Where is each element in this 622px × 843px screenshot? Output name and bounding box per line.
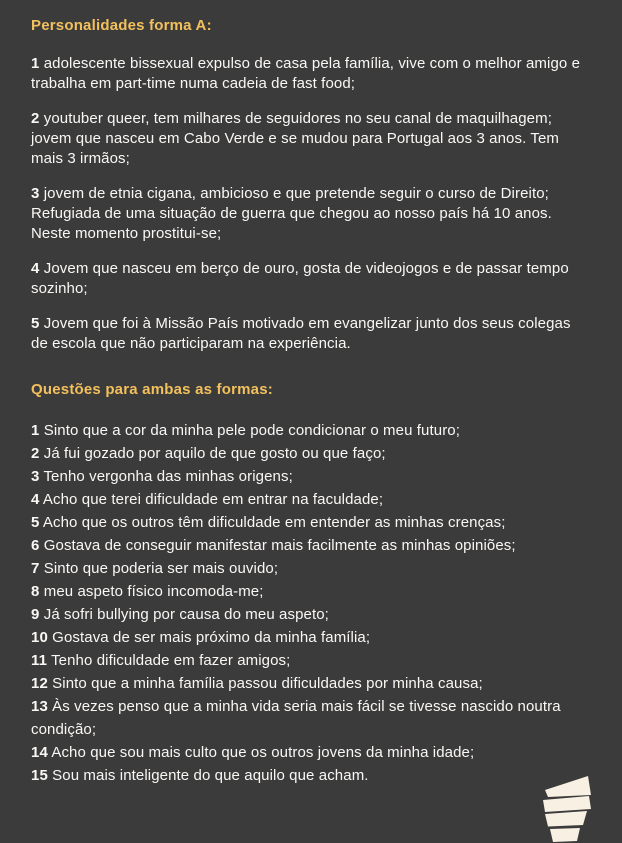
item-number: 15 bbox=[31, 767, 48, 784]
item-text: Às vezes penso que a minha vida seria mais fácil se tivesse nascido noutra condição; bbox=[31, 698, 561, 738]
question-item bbox=[31, 465, 586, 488]
question-item bbox=[31, 672, 586, 695]
item-number: 13 bbox=[31, 698, 48, 715]
personality-item bbox=[31, 54, 586, 94]
item-text: Jovem que foi à Missão País motivado em evangelizar junto dos seus colegas de escola que não participaram na experiência. bbox=[31, 315, 571, 352]
question-item bbox=[31, 626, 586, 649]
item-text: jovem de etnia cigana, ambicioso e que pretende seguir o curso de Direito; Refugiada de uma situação de guerra que chegou ao nosso país há 10 anos. Neste momento prostitui-se; bbox=[31, 185, 552, 242]
item-number: 1 bbox=[31, 422, 40, 439]
questions-heading: Questões para ambas as formas: bbox=[31, 381, 273, 398]
item-number: 11 bbox=[31, 652, 48, 669]
question-item bbox=[31, 442, 586, 465]
item-number: 6 bbox=[31, 537, 40, 554]
item-text: Sinto que a cor da minha pele pode condicionar o meu futuro; bbox=[43, 422, 460, 439]
item-text: Gostava de ser mais próximo da minha família; bbox=[52, 629, 371, 646]
item-text: meu aspeto físico incomoda-me; bbox=[43, 583, 264, 600]
item-number: 12 bbox=[31, 675, 48, 692]
question-item bbox=[31, 764, 586, 787]
item-text: Sinto que a minha família passou dificuldades por minha causa; bbox=[52, 675, 483, 692]
question-item bbox=[31, 419, 586, 442]
question-item bbox=[31, 580, 586, 603]
item-number: 2 bbox=[31, 445, 40, 462]
question-item bbox=[31, 695, 586, 741]
question-item bbox=[31, 603, 586, 626]
question-item bbox=[31, 557, 586, 580]
personalities-heading: Personalidades forma A: bbox=[31, 17, 212, 34]
item-number: 8 bbox=[31, 583, 40, 600]
question-item bbox=[31, 534, 586, 557]
item-text: Já sofri bullying por causa do meu aspeto; bbox=[43, 606, 329, 623]
item-text: Acho que sou mais culto que os outros jovens da minha idade; bbox=[51, 744, 475, 761]
item-text: Sinto que poderia ser mais ouvido; bbox=[43, 560, 279, 577]
item-text: adolescente bissexual expulso de casa pela família, vive com o melhor amigo e trabalha em part-time numa cadeia de fast food; bbox=[31, 55, 581, 92]
item-number: 3 bbox=[31, 468, 40, 485]
item-text: Acho que terei dificuldade em entrar na faculdade; bbox=[42, 491, 384, 508]
question-item bbox=[31, 649, 586, 672]
item-number: 2 bbox=[31, 110, 40, 127]
ribbon-stripes-logo-icon bbox=[537, 771, 597, 843]
item-number: 10 bbox=[31, 629, 48, 646]
question-item bbox=[31, 488, 586, 511]
item-text: Tenho dificuldade em fazer amigos; bbox=[51, 652, 291, 669]
personality-item bbox=[31, 259, 586, 299]
item-number: 4 bbox=[31, 260, 40, 277]
item-number: 4 bbox=[31, 491, 40, 508]
item-number: 9 bbox=[31, 606, 40, 623]
item-text: youtuber queer, tem milhares de seguidores no seu canal de maquilhagem; jovem que nasceu em Cabo Verde e se mudou para Portugal aos 3 anos. Tem mais 3 irmãos; bbox=[31, 110, 559, 167]
item-number: 7 bbox=[31, 560, 40, 577]
question-item bbox=[31, 741, 586, 764]
item-number: 1 bbox=[31, 55, 40, 72]
item-text: Acho que os outros têm dificuldade em entender as minhas crenças; bbox=[42, 514, 506, 531]
question-item bbox=[31, 511, 586, 534]
item-number: 3 bbox=[31, 185, 40, 202]
item-number: 5 bbox=[31, 315, 40, 332]
item-text: Já fui gozado por aquilo de que gosto ou que faço; bbox=[43, 445, 386, 462]
personality-item bbox=[31, 109, 586, 169]
item-text: Jovem que nasceu em berço de ouro, gosta de videojogos e de passar tempo sozinho; bbox=[31, 260, 569, 297]
item-number: 5 bbox=[31, 514, 40, 531]
item-text: Tenho vergonha das minhas origens; bbox=[43, 468, 293, 485]
item-number: 14 bbox=[31, 744, 48, 761]
personality-item bbox=[31, 314, 586, 354]
item-text: Gostava de conseguir manifestar mais facilmente as minhas opiniões; bbox=[43, 537, 516, 554]
item-text: Sou mais inteligente do que aquilo que acham. bbox=[52, 767, 369, 784]
personality-item bbox=[31, 184, 586, 244]
